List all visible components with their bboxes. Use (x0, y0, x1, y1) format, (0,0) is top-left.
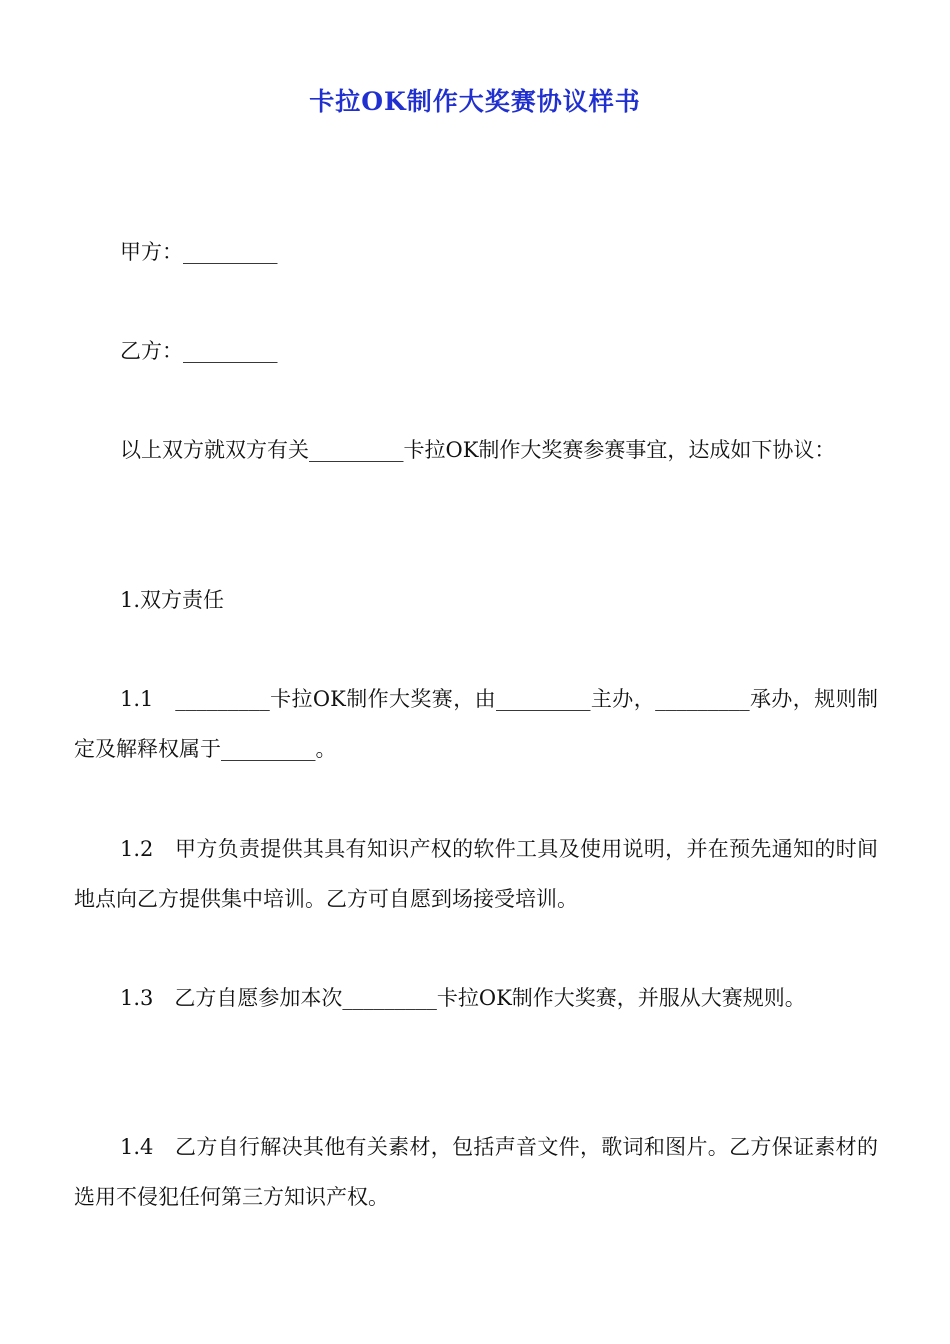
party-b-line: 乙方：_________ (120, 339, 278, 363)
section-1-heading: 1.双方责任 (120, 588, 225, 612)
intro-paragraph: 以上双方就双方有关_________卡拉OK制作大奖赛参赛事宜，达成如下协议： (120, 438, 836, 462)
party-a-line: 甲方：_________ (120, 240, 278, 264)
clause-1-4: 1.4 乙方自行解决其他有关素材，包括声音文件，歌词和图片。乙方保证素材的选用不侵犯任何第三方知识产权。 (74, 1135, 878, 1209)
document-title: 卡拉OK制作大奖赛协议样书 (309, 87, 641, 116)
clause-1-2: 1.2 甲方负责提供其具有知识产权的软件工具及使用说明，并在预先通知的时间地点向乙方提供集中培训。乙方可自愿到场接受培训。 (74, 837, 878, 911)
clause-1-3: 1.3 乙方自愿参加本次_________卡拉OK制作大奖赛，并服从大赛规则。 (120, 986, 806, 1010)
clause-1-1: 1.1 _________卡拉OK制作大奖赛，由_________主办，_________承办，规则制定及解释权属于_________。 (74, 687, 878, 761)
